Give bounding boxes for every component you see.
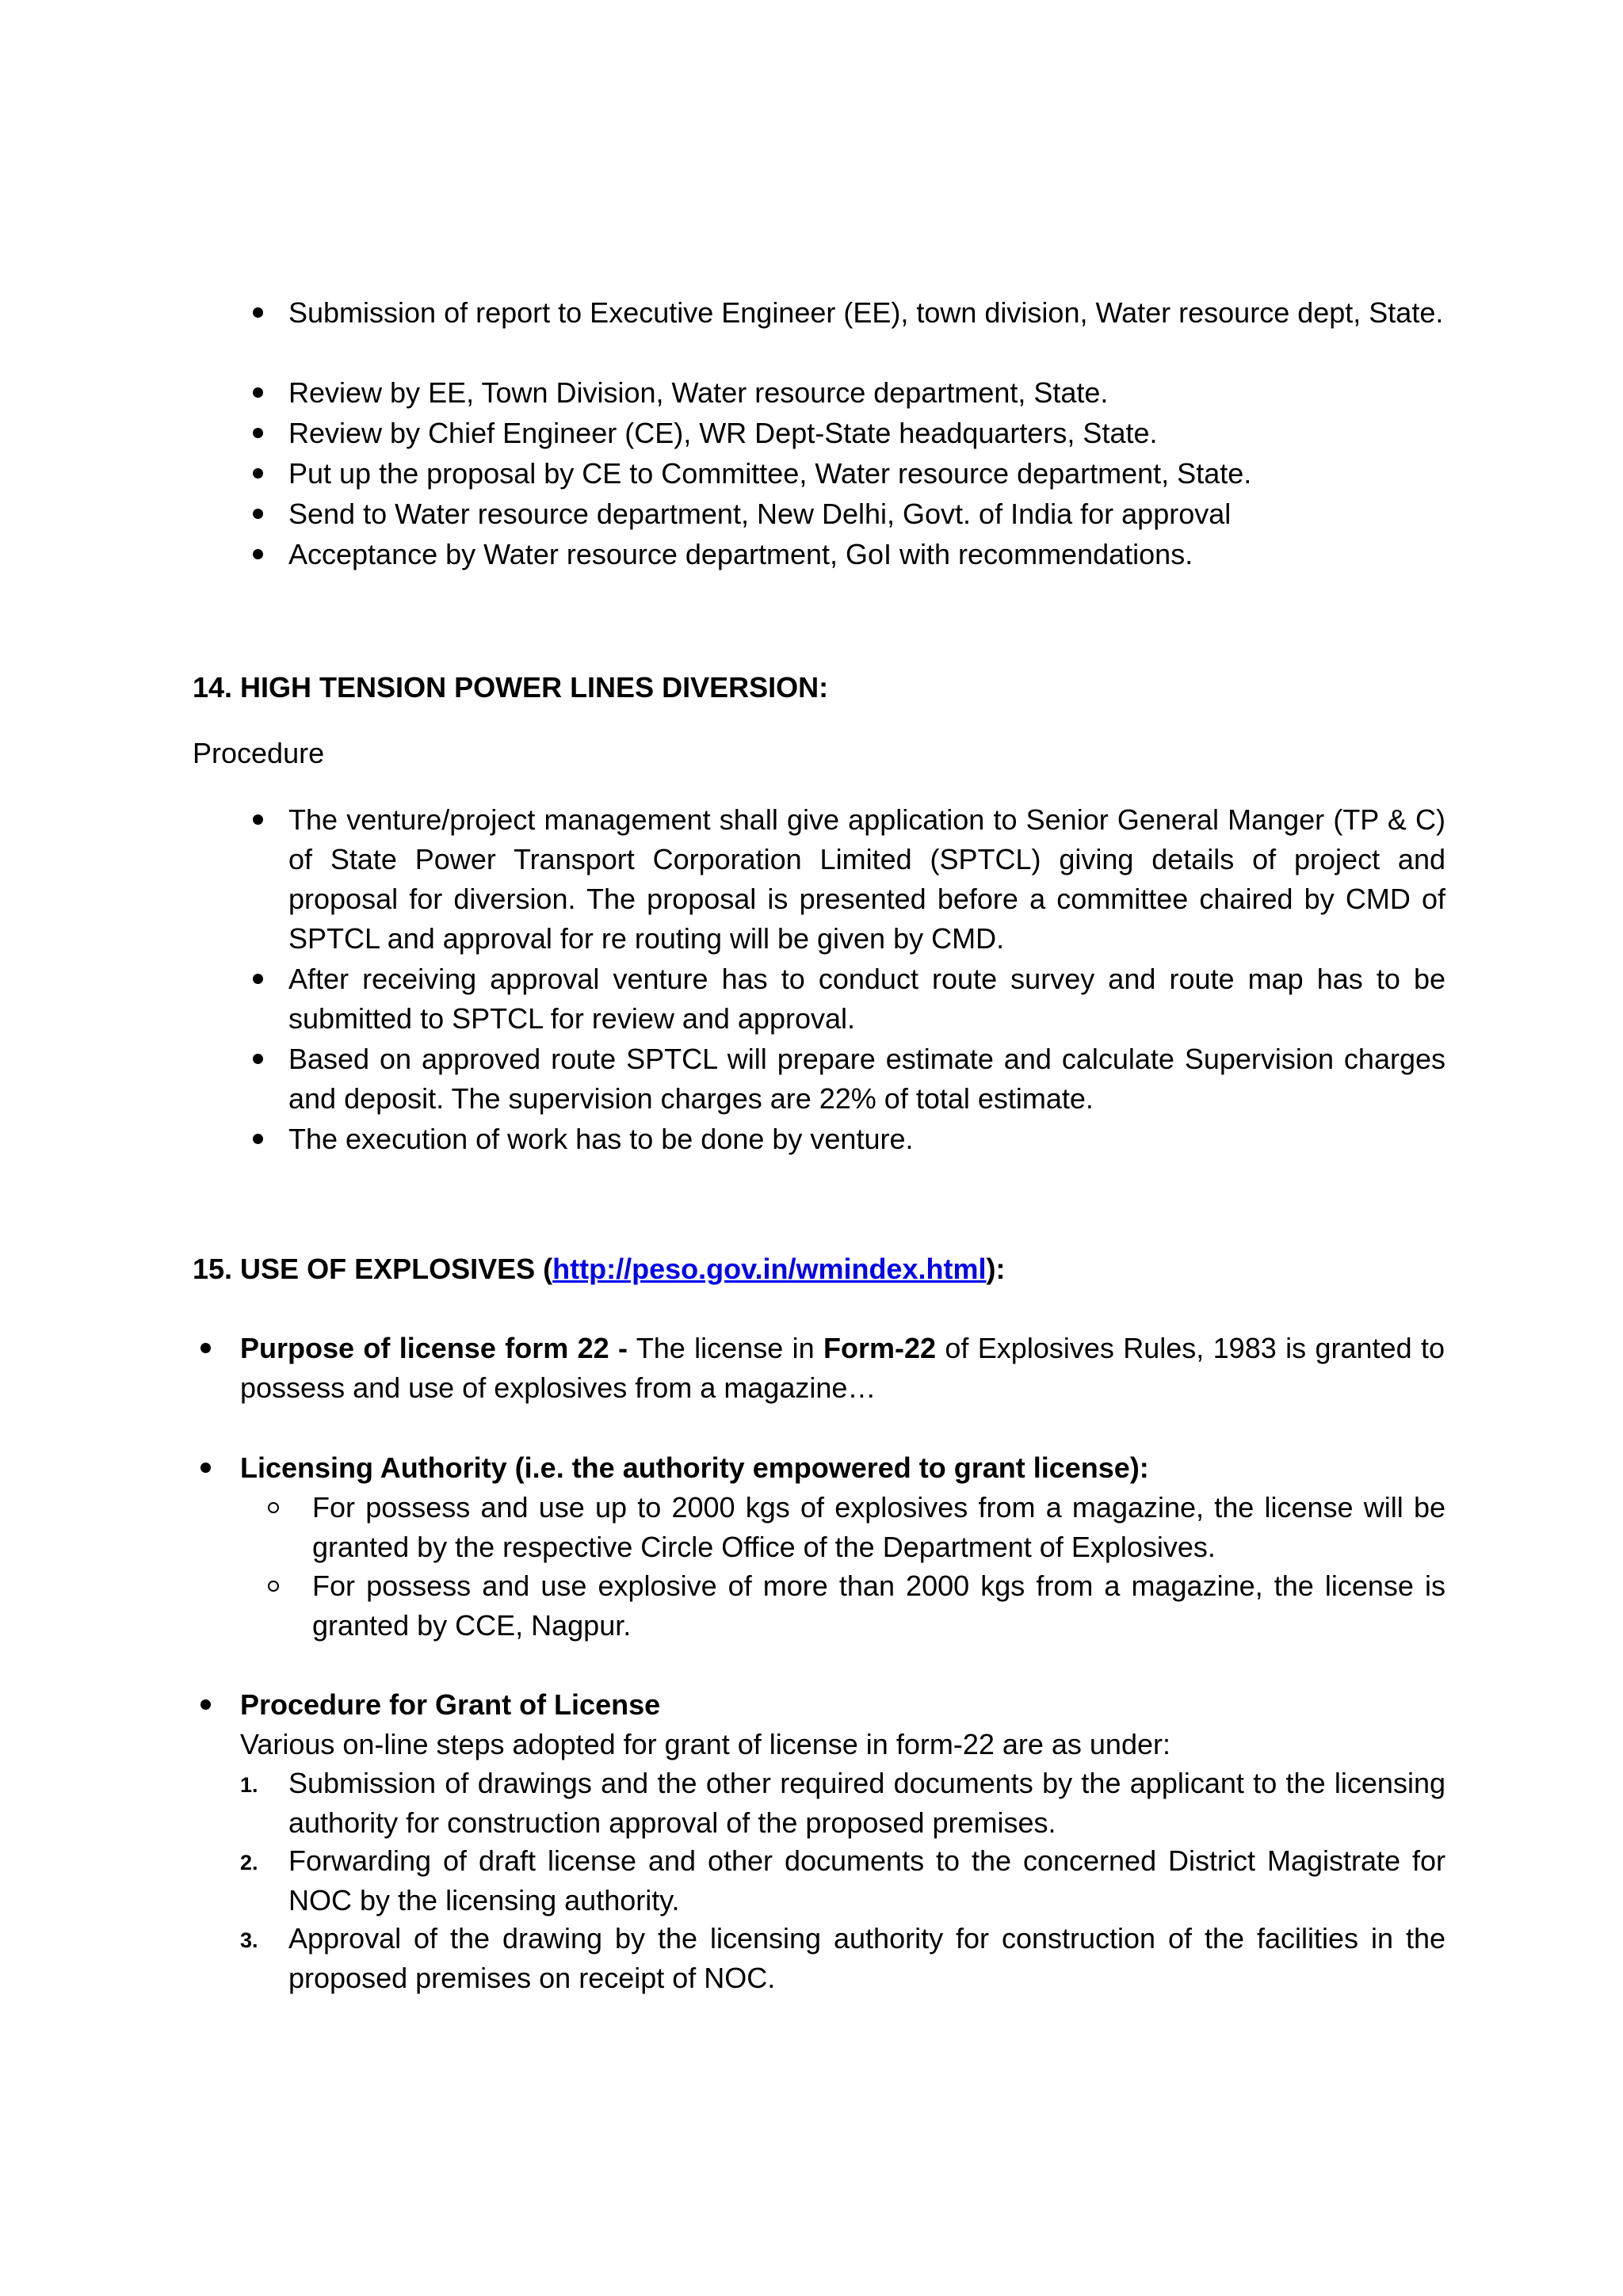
circle-bullet-icon	[268, 1502, 279, 1513]
list-item: 2. Forwarding of draft license and other documents to the concerned District Magistrate for NOC by the licensing authority.	[240, 1844, 1445, 1917]
procedure-label: Procedure for Grant of License	[240, 1685, 1445, 1725]
list-item: Send to Water resource department, New Delhi, Govt. of India for approval	[288, 494, 1445, 535]
step-number: 1.	[240, 1773, 258, 1797]
list-item: Review by EE, Town Division, Water resource department, State.	[288, 373, 1445, 414]
bullet-icon	[200, 1699, 211, 1710]
authority-label: Licensing Authority (i.e. the authority empowered to grant license):	[240, 1448, 1445, 1488]
circle-bullet-icon	[268, 1581, 279, 1592]
bullet-icon	[253, 1134, 263, 1144]
bullet-icon	[200, 1343, 211, 1353]
bullet-icon	[253, 1054, 263, 1064]
list-item: 3. Approval of the drawing by the licensing authority for construction of the facilities in the proposed premises on receipt of NOC.	[240, 1922, 1445, 1994]
step-number: 2.	[240, 1851, 258, 1875]
list-item: Acceptance by Water resource department, GoI with recommendations.	[288, 535, 1445, 575]
bullet-icon	[253, 468, 263, 479]
bullet-icon	[253, 307, 263, 318]
procedure-steps	[240, 1764, 1445, 1997]
list-item: For possess and use explosive of more than 2000 kgs from a magazine, the license is granted by CCE, Nagpur.	[312, 1566, 1445, 1645]
bullet-icon	[253, 509, 263, 519]
list-item: Review by Chief Engineer (CE), WR Dept-State headquarters, State.	[288, 414, 1445, 454]
list-item: 1. Submission of drawings and the other required documents by the applicant to the licensing authority for construction approval of the proposed premises.	[240, 1767, 1445, 1839]
list-item: Put up the proposal by CE to Committee, Water resource department, State.	[288, 454, 1445, 494]
bullet-icon	[253, 428, 263, 438]
section15-heading: 15. USE OF EXPLOSIVES (http://peso.gov.in/wmindex.html):	[193, 1253, 1006, 1285]
bullet-icon	[253, 814, 263, 825]
list-item: For possess and use up to 2000 kgs of explosives from a magazine, the license will be granted by the respective Circle Office of the Department of Explosives.	[312, 1488, 1445, 1566]
peso-link[interactable]: http://peso.gov.in/wmindex.html	[552, 1253, 987, 1285]
section14-list	[288, 800, 1445, 1160]
bullet-icon	[253, 387, 263, 398]
list-item: After receiving approval venture has to conduct route survey and route map has to be submitted to SPTCL for review and approval.	[288, 959, 1445, 1039]
procedure-intro: Various on-line steps adopted for grant of license in form-22 are as under:	[240, 1728, 1170, 1760]
list-item: The venture/project management shall give application to Senior General Manger (TP & C) of State Power Transport Corporation Limited (SPTCL) giving details of project and proposal for diversion. The proposal is presented before a committee chaired by CMD of SPTCL and approval for re routing will be given by CMD.	[288, 800, 1445, 959]
list-item: The execution of work has to be done by venture.	[288, 1119, 1445, 1160]
purpose-item: Purpose of license form 22 - The license in Form-22 of Explosives Rules, 1983 is granted to possess and use of explosives from a magazine…	[240, 1329, 1445, 1408]
section14-subheading: Procedure	[193, 737, 325, 769]
section14-heading: 14. HIGH TENSION POWER LINES DIVERSION:	[193, 671, 829, 704]
bullet-icon	[253, 974, 263, 984]
list-item: Submission of report to Executive Engineer (EE), town division, Water resource dept, State.	[288, 293, 1445, 373]
bullet-icon	[200, 1463, 211, 1473]
list-item: Based on approved route SPTCL will prepare estimate and calculate Supervision charges and deposit. The supervision charges are 22% of total estimate.	[288, 1039, 1445, 1119]
step-number: 3.	[240, 1928, 258, 1952]
bullet-icon	[253, 549, 263, 559]
section13-list	[288, 293, 1445, 575]
authority-list	[312, 1488, 1445, 1645]
